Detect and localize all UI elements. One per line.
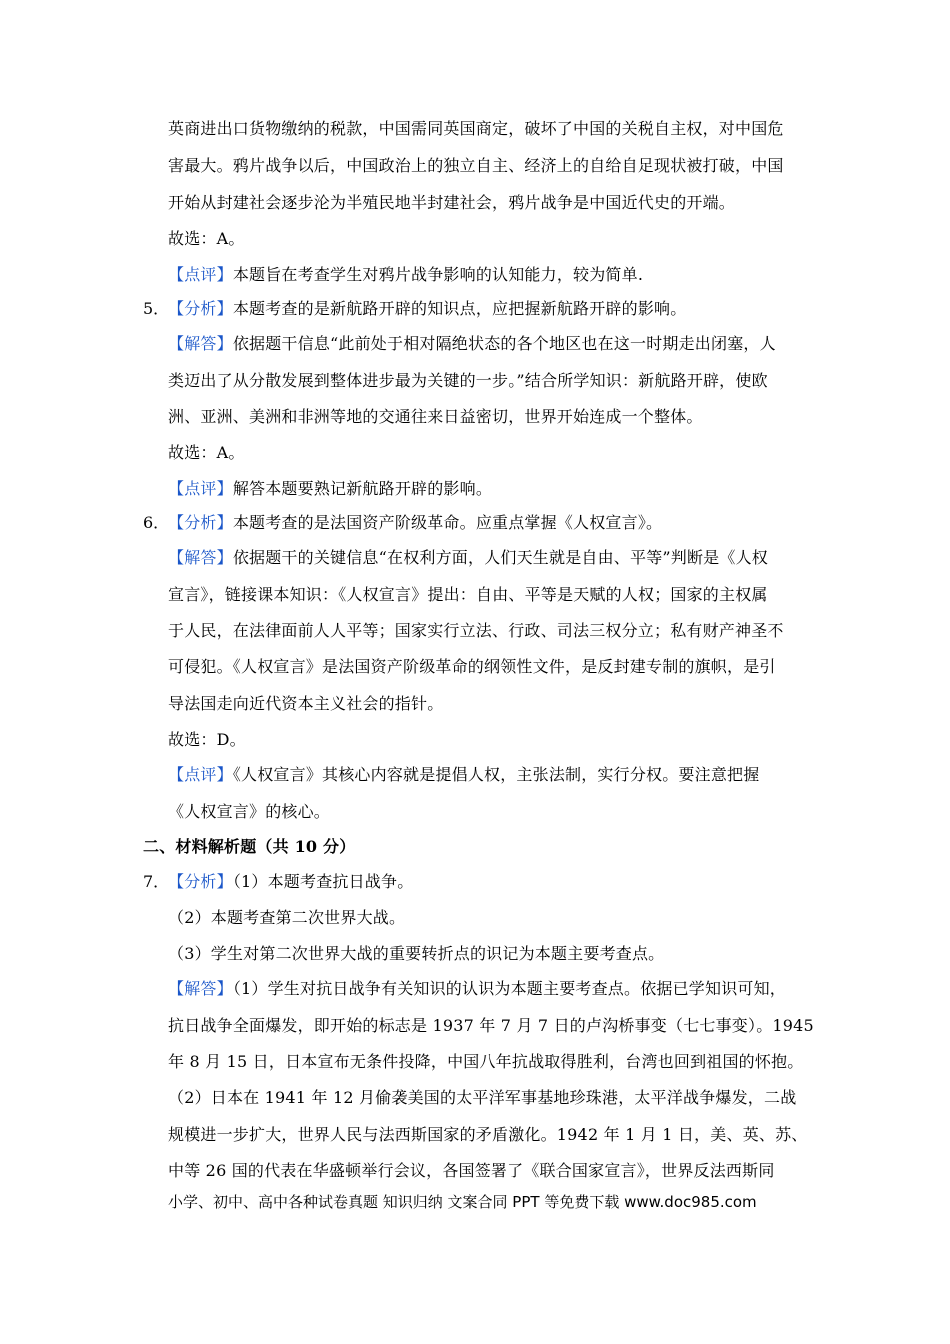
analysis-text: （1）本题考查抗日战争。 (232, 872, 414, 891)
comment-line (168, 764, 759, 786)
comment-line (168, 264, 643, 286)
analysis-line (168, 512, 662, 534)
analysis-tag: 【分析】 (168, 872, 233, 891)
question-number: 5． (143, 299, 170, 318)
text-line: 洲、亚洲、美洲和非洲等地的交通往来日益密切，世界开始连成一个整体。 (168, 407, 703, 426)
text-line: 中等 26 国的代表在华盛顿举行会议，各国签署了《联合国家宣言》，世界反法西斯同 (168, 1161, 775, 1180)
choice-line: 故选：D。 (168, 730, 246, 749)
answer-line (168, 978, 786, 1000)
section-heading: 二、材料解析题（共 10 分） (143, 837, 356, 856)
analysis-line (168, 871, 413, 893)
question-number: 6． (143, 513, 170, 532)
analysis-text: 本题考查的是新航路开辟的知识点，应把握新航路开辟的影响。 (232, 299, 687, 318)
text-line: 于人民，在法律面前人人平等；国家实行立法、行政、司法三权分立；私有财产神圣不 (168, 621, 784, 640)
analysis-text: 本题考查的是法国资产阶级革命。应重点掌握《人权宣言》。 (232, 513, 663, 532)
page-footer[interactable]: 小学、初中、高中各种试卷真题 知识归纳 文案合同 PPT 等免费下载 www.doc985.com (168, 1193, 757, 1211)
question-number: 7． (143, 872, 170, 891)
text-line: 可侵犯。《人权宣言》是法国资产阶级革命的纲领性文件，是反封建专制的旗帜，是引 (168, 657, 776, 676)
comment-tag: 【点评】 (168, 479, 233, 498)
text-line: 类迈出了从分散发展到整体进步最为关键的一步。”结合所学知识：新航路开辟，使欧 (168, 371, 768, 390)
comment-text: 解答本题要熟记新航路开辟的影响。 (232, 479, 493, 498)
analysis-tag: 【分析】 (168, 299, 233, 318)
answer-text: 依据题干信息“此前处于相对隔绝状态的各个地区也在这一时期走出闭塞，人 (232, 334, 776, 353)
comment-text: 《人权宣言》其核心内容就是提倡人权，主张法制，实行分权。要注意把握 (232, 765, 760, 784)
comment-tag: 【点评】 (168, 265, 233, 284)
comment-tag: 【点评】 (168, 765, 233, 784)
text-line: 宣言》，链接课本知识：《人权宣言》提出：自由、平等是天赋的人权；国家的主权属 (168, 585, 768, 604)
answer-tag: 【解答】 (168, 334, 233, 353)
answer-text: （1）学生对抗日战争有关知识的认识为本题主要考查点。依据已学知识可知， (232, 979, 786, 998)
answer-tag: 【解答】 (168, 979, 233, 998)
choice-line: 故选：A。 (168, 443, 245, 462)
text-line: （2）本题考查第二次世界大战。 (168, 908, 406, 927)
text-line: 导法国走向近代资本主义社会的指针。 (168, 694, 444, 713)
text-line: 年 8 月 15 日，日本宣布无条件投降，中国八年抗战取得胜利，台湾也回到祖国的怀抱。 (168, 1052, 804, 1071)
text-line: 抗日战争全面爆发，即开始的标志是 1937 年 7 月 7 日的卢沟桥事变（七七事变）。1945 (168, 1016, 814, 1035)
analysis-tag: 【分析】 (168, 513, 233, 532)
text-line: 规模进一步扩大，世界人民与法西斯国家的矛盾激化。1942 年 1 月 1 日，美、英、苏、 (168, 1125, 808, 1144)
text-line: （2）日本在 1941 年 12 月偷袭美国的太平洋军事基地珍珠港，太平洋战争爆发，二战 (168, 1088, 797, 1107)
choice-line: 故选：A。 (168, 229, 245, 248)
text-line: 开始从封建社会逐步沦为半殖民地半封建社会，鸦片战争是中国近代史的开端。 (168, 193, 736, 212)
answer-line (168, 547, 768, 569)
comment-text: 本题旨在考查学生对鸦片战争影响的认知能力，较为简单. (232, 265, 644, 284)
text-line: 英商进出口货物缴纳的税款，中国需同英国商定，破坏了中国的关税自主权，对中国危 (168, 119, 784, 138)
comment-line (168, 478, 492, 500)
answer-line (168, 333, 776, 355)
text-line: （3）学生对第二次世界大战的重要转折点的识记为本题主要考查点。 (168, 944, 665, 963)
text-line: 《人权宣言》的核心。 (168, 802, 331, 821)
answer-text: 依据题干的关键信息“在权利方面，人们天生就是自由、平等”判断是《人权 (232, 548, 768, 567)
text-line: 害最大。鸦片战争以后，中国政治上的独立自主、经济上的自给自足现状被打破，中国 (168, 156, 784, 175)
analysis-line (168, 298, 686, 320)
answer-tag: 【解答】 (168, 548, 233, 567)
